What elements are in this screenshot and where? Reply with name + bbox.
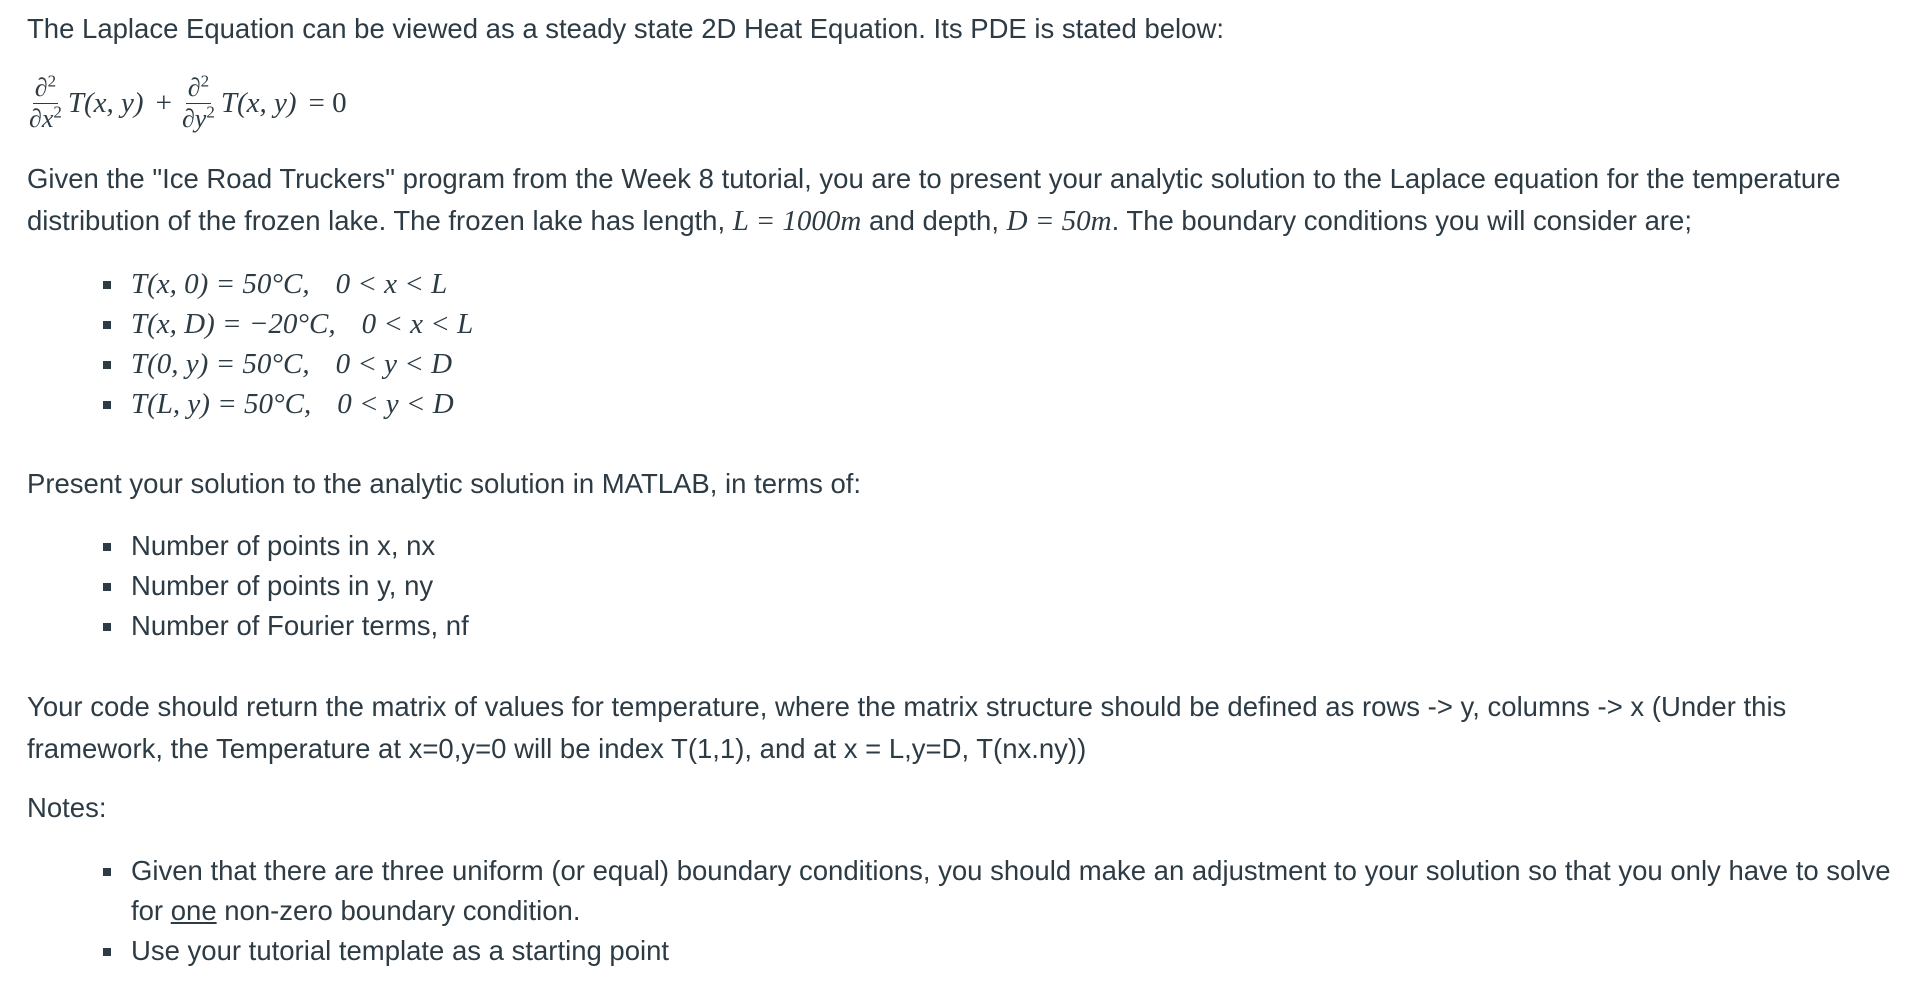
bullet-icon (103, 868, 111, 876)
list-item: Number of points in y, ny (27, 566, 469, 606)
second-derivative-y: $\frac{\partial^2}{\partial y^2}$ (181, 70, 215, 133)
intro-paragraph (27, 8, 1907, 50)
bullet-icon (103, 583, 111, 591)
present-paragraph: Present your solution to the analytic solution in MATLAB, in terms of: (27, 468, 862, 499)
bullet-icon (103, 321, 111, 329)
pde-equation (27, 68, 355, 138)
bullet-icon (103, 623, 111, 631)
bullet-icon (103, 361, 111, 369)
intro-text: The Laplace Equation can be viewed as a steady state 2D Heat Equation. Its PDE is stated below: (27, 13, 1224, 44)
depth-expr: D = 50m (1006, 205, 1112, 237)
notes-list (27, 851, 1907, 971)
list-item: Number of Fourier terms, nf (27, 606, 469, 646)
pde-term-1: T(x, y) (67, 86, 144, 119)
list-item: T(x, D) = −20°C, 0 < x < L (27, 304, 473, 344)
boundary-conditions-list (27, 264, 473, 424)
code-return-paragraph: Your code should return the matrix of values for temperature, where the matrix structure should be defined as rows -> y, columns -> x (Under this framework, the Temperature at x=0,y=0 will be index T(1,1), and at x = L,y=D, T(nx.ny)) (27, 691, 1787, 764)
underlined-word: one (170, 895, 217, 926)
second-derivative-x: $\frac{\partial^2}{\partial x^2}$ (29, 70, 62, 133)
bullet-icon (103, 281, 111, 289)
list-item: Given that there are three uniform (or equal) boundary conditions, you should make an adjustment to your solution so that you only have to solve for one non-zero boundary condition. (27, 851, 1907, 931)
list-item: T(L, y) = 50°C, 0 < y < D (27, 384, 473, 424)
terms-list (27, 526, 469, 646)
given-paragraph: Given the "Ice Road Truckers" program from the Week 8 tutorial, you are to present your analytic solution to the Laplace equation for the temperature distribution of the frozen lake. The frozen lake has length, L = 1000m and depth, D = 50m. The boundary conditions you will consider are; (27, 163, 1841, 237)
bullet-icon (103, 401, 111, 409)
bullet-icon (103, 948, 111, 956)
list-item: Use your tutorial template as a starting point (27, 931, 1907, 971)
list-item: Number of points in x, nx (27, 526, 469, 566)
length-expr: L = 1000m (732, 205, 862, 237)
pde-plus: + (155, 86, 172, 119)
list-item: T(0, y) = 50°C, 0 < y < D (27, 344, 473, 384)
bullet-icon (103, 543, 111, 551)
pde-term-2: T(x, y) (220, 86, 297, 119)
notes-label: Notes: (27, 792, 107, 823)
pde-rhs: = 0 (308, 86, 347, 119)
list-item: T(x, 0) = 50°C, 0 < x < L (27, 264, 473, 304)
